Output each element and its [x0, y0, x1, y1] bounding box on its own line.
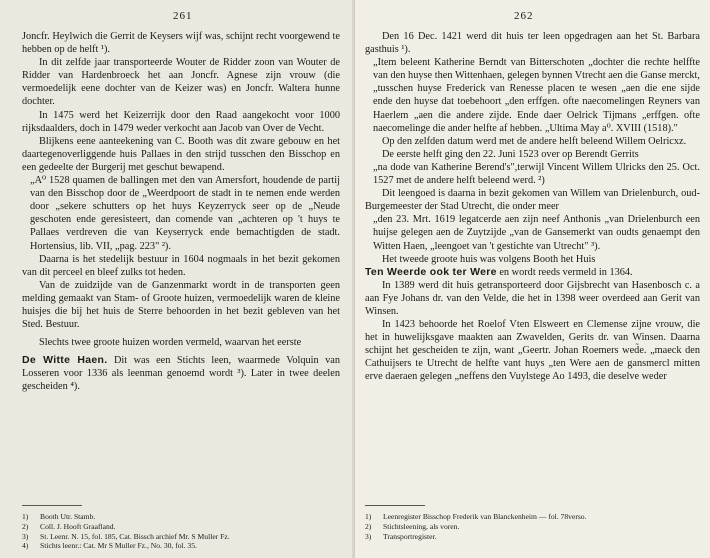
- footnote-number: 1): [22, 512, 29, 521]
- paragraph: Blijkens eene aanteekening van C. Booth was dit zware gebouw en het daartegenoverliggende huis Pallaes in den strijd tusschen den Bisschop en een gedeelte der Burgerij met geschut bewapend.: [22, 135, 340, 173]
- section-entry: [365, 266, 700, 279]
- paragraph: Slechts twee groote huizen worden vermeld, waarvan het eerste: [39, 337, 302, 349]
- paragraph: Joncfr. Heylwich die Gerrit de Keysers wijf was, schijnt recht voorgewend te hebben op de helft ¹).: [22, 31, 340, 56]
- paragraph: Het tweede groote huis was volgens Booth het Huis: [382, 253, 596, 265]
- section-heading: De Witte Haen.: [22, 354, 108, 367]
- paragraph: Op den zelfden datum werd met de andere helft beleend Willem Oelricxz.: [382, 135, 687, 147]
- section-heading: Ten Weerde ook ter Were: [365, 265, 497, 278]
- footnote-text: St. Leenr. N. 15, fol. 185, Cat. Bissch archief Mr. S Muller Fz.: [40, 531, 230, 541]
- footnote: [22, 532, 340, 542]
- footnote: [22, 541, 340, 551]
- right-page: [355, 0, 710, 558]
- footnote-text: Leenregister Bisschop Frederik van Blanckenheim — fol. 78verso.: [383, 512, 587, 521]
- section-text: en wordt reeds vermeld in 1364.: [499, 266, 633, 278]
- footnote: [365, 512, 700, 522]
- paragraph: Den 16 Dec. 1421 werd dit huis ter leen opgedragen aan het St. Barbara gasthuis ¹).: [365, 31, 700, 56]
- footnote-number: 2): [365, 521, 372, 531]
- quotation: „den 23. Mrt. 1619 legatcerde aen zijn neef Anthonis „van Drielenburch een huijse gelegen aen de Zuytzijde „van de Gansemerkt van oudts genaempt den Witten Haen, „leengoet van 't gestichte van Utrecht" ³).: [373, 214, 700, 252]
- footnote-rule: [365, 505, 425, 506]
- footnote-text: Booth Utr. Stamb.: [40, 512, 96, 521]
- footnote: [22, 512, 340, 522]
- paragraph: In dit zelfde jaar transporteerde Wouter de Ridder zoon van Wouter de Ridder van Hardenbroeck het aan Joncfr. Agnese zijn vrouw (die vermoedelijk eene dochter van de Keizer was) en Joncfr. Waltera hunne dochter.: [22, 57, 340, 108]
- quotation: „Item beleent Katherine Berndt van Bitterschoten „dochter die rechte helffte van den huyse then Wittenhaen, gelegen bynnen Vtrecht aen die Ganse merckt, „tusschen huyse Frederick van Renesse placen te wesen „aen die ene sijde ende den huyse dat toebehoort „den erffgen. ofte naecomelingen Reyners van Haerlem „aen die andere zijde. Ende daer Oelrick Tijmans „erffgen. ofte naecomelinge die ander helfte af hebben. „Ultima May a⁰. XVIII (1518).": [373, 57, 700, 134]
- footnote-number: 3): [365, 531, 372, 541]
- paragraph: In 1475 werd het Keizerrijk door den Raad aangekocht voor 1000 rijksdaalders, doch in 1479 weder verkocht aan Jacob van Over de Vecht.: [22, 109, 340, 134]
- footnote-rule: [22, 505, 82, 506]
- paragraph: Van de zuidzijde van de Ganzenmarkt wordt in de transporten geen melding gemaakt van Stam- of Groote huizen, vermoedelijk waren de kleine huisjes die bij het huis de Sterre behoorden in het bezit gebleven van het Sted. Bestuur.: [22, 279, 340, 331]
- page-body: [22, 30, 340, 394]
- footnote-number: 2): [22, 521, 29, 531]
- paragraph: In 1423 behoorde het Roelof Vten Elsweert en Clemense zijne vrouw, die het in huwelijksgave maakten aan Zwavelden, Gerits dr. van Winsen. Daarna schijnt het gescheiden te zijn, want „Geertr. Johan Roemers wed̃e. „maeck den Cathuijsers te Utrecht de helfte vant huys „ten Were aen de gansmercl mitten erve daeraen gelegen „neffens den Vuylstege Ao 1493, die deselve weder: [365, 319, 700, 383]
- footnote-number: 1): [365, 512, 372, 521]
- footnote-number: 4): [22, 541, 29, 551]
- footnote-text: Stichtsleening, als voren.: [383, 521, 460, 531]
- page-body: [365, 30, 700, 384]
- page-number: 262: [514, 10, 534, 22]
- paragraph: Dit leengoed is daarna in bezit gekomen van Willem van Drielenburch, oud-Burgemeester der Stad Utrecht, die onder meer: [365, 188, 700, 213]
- paragraph: In 1389 werd dit huis getransporteerd door Gijsbrecht van Hasenbosch c. a aan Fye Johans dr. van den Velde, die het in 1398 weer overdeed aan Gerit van Winsen.: [365, 279, 700, 317]
- footnote-number: 3): [22, 531, 29, 541]
- paragraph: De eerste helft ging den 22. Juni 1523 over op Berendt Gerrits: [382, 148, 639, 160]
- quotation: „na dode van Katherine Berend's",terwijl Vincent Willem Ulricks den 25. Oct. 1527 met de andere helft beleend werd. ²): [373, 161, 700, 187]
- footnotes: [365, 512, 700, 541]
- paragraph: Daarna is het stedelijk bestuur in 1604 nogmaals in het bezit gekomen van dit perceel en bleef zulks tot heden.: [22, 253, 340, 278]
- footnote: [22, 522, 340, 532]
- page-number: 261: [173, 10, 193, 22]
- quotation: „A⁰ 1528 quamen de ballingen met den van Amersfort, houdende de partij van den Bisschop door de „Weerdpoort de stadt in te nemen ende werden door „sekere schutters op het huys Keyzerryck seer op de „Neude geschoten ende geresisteert, dan comende van „achteren op 't huys te Pallaes verdreven die van Keyserryck ende bemachtigden de stadt. Hortensius, lib. VII, „pag. 223" ²).: [30, 175, 340, 252]
- section-text: Dit was een Stichts leen, waarmede Volquin van Losseren voor 1336 als leenman genoemd wordt ³). Later in twee deelen gescheiden ⁴).: [22, 355, 340, 393]
- footnotes: [22, 512, 340, 551]
- section-entry: [22, 354, 340, 393]
- footnote-text: Stichts leenr.: Cat. Mr S Muller Fz., No. 30, fol. 35.: [40, 541, 197, 551]
- footnote: [365, 532, 700, 542]
- footnote-text: Transportregister.: [383, 531, 437, 541]
- footnote: [365, 522, 700, 532]
- footnote-text: Coll. J. Hooft Graafland.: [40, 521, 116, 531]
